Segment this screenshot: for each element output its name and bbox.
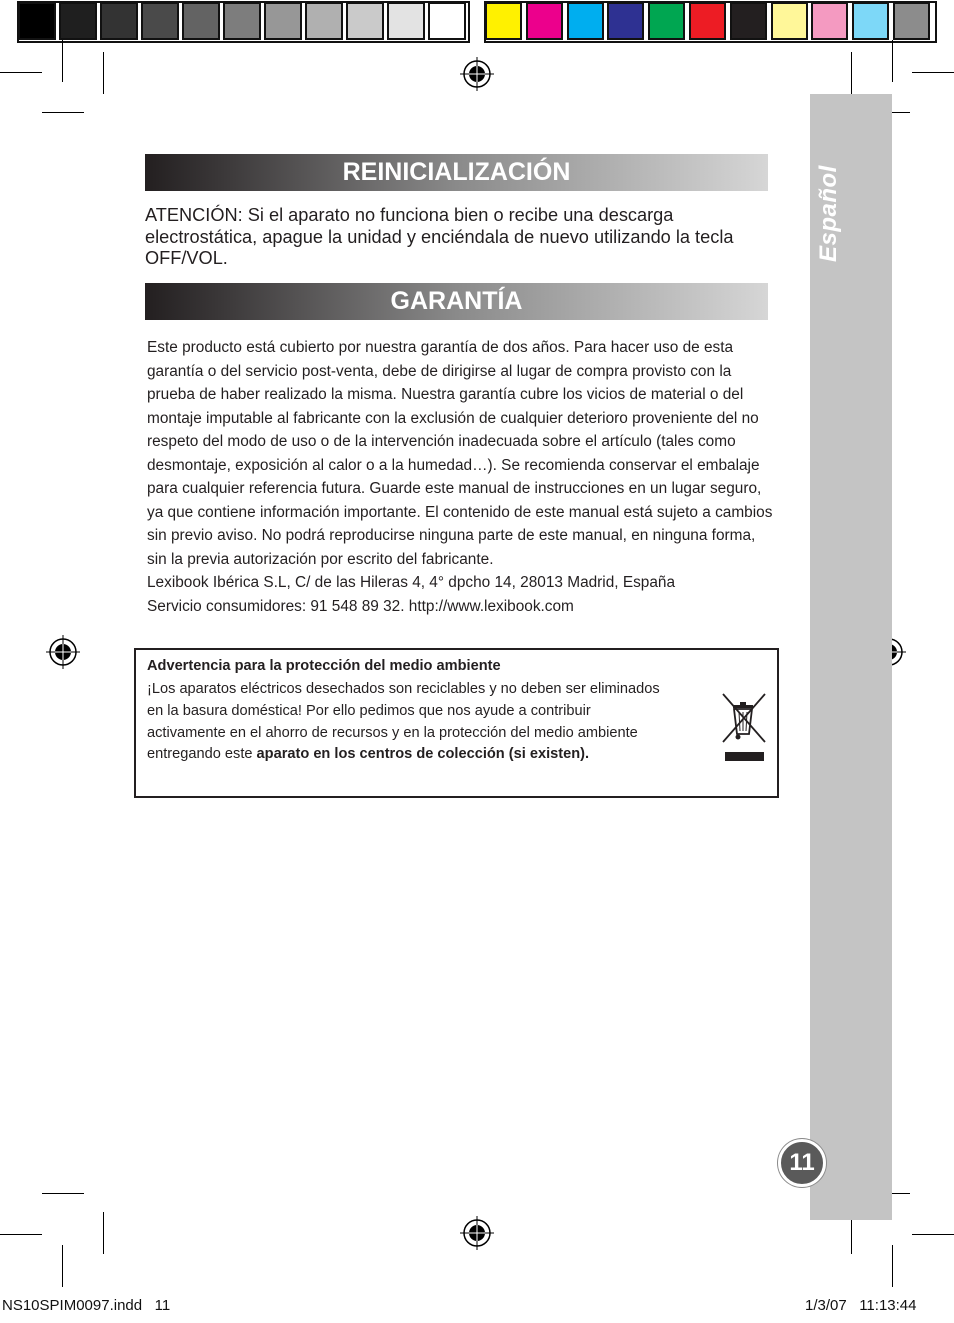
color-swatch [59, 2, 97, 40]
page-number: 11 [778, 1139, 826, 1187]
color-swatch [689, 2, 726, 40]
date-time-slug: 1/3/07 11:13:44 [805, 1297, 917, 1314]
color-swatch [567, 2, 604, 40]
registration-mark-icon [460, 1216, 494, 1250]
color-swatch [100, 2, 138, 40]
registration-mark-icon [460, 57, 494, 91]
color-swatch [730, 2, 767, 40]
color-swatch [893, 2, 930, 40]
crop-mark [103, 1212, 104, 1254]
warranty-service: Servicio consumidores: 91 548 89 32. http://www.lexibook.com [147, 597, 574, 615]
color-swatch [305, 2, 343, 40]
reset-attention-text: ATENCIÓN: Si el aparato no funciona bien o recibe una descarga electrostática, apague la unidad y enciéndala de nuevo utilizando la tecla OFF/VOL. [145, 205, 734, 268]
color-swatch [852, 2, 889, 40]
section-header-warranty: GARANTÍA [145, 283, 768, 320]
crop-mark [103, 52, 104, 94]
color-swatch [428, 2, 466, 40]
file-slug: NS10SPIM0097.indd 11 [2, 1297, 171, 1314]
crop-mark [912, 72, 954, 73]
environment-notice-text-bold: aparato en los centros de colección (si existen). [256, 746, 590, 763]
color-swatch [811, 2, 848, 40]
color-swatch [607, 2, 644, 40]
warranty-address: Lexibook Ibérica S.L, C/ de las Hileras 4, 4° dpcho 14, 28013 Madrid, España [147, 574, 676, 591]
environment-notice-text [147, 679, 672, 766]
color-swatch [485, 2, 522, 40]
environment-notice-title: Advertencia para la protección del medio ambiente [147, 658, 501, 674]
language-tab-label-wrap [810, 94, 844, 294]
crossed-out-wheelie-bin-icon [719, 692, 767, 764]
color-swatch [18, 2, 56, 40]
crop-mark [892, 40, 893, 82]
color-swatch [182, 2, 220, 40]
crop-mark [62, 40, 63, 82]
color-swatch [223, 2, 261, 40]
grayscale-swatches [18, 2, 469, 42]
warranty-body [147, 336, 777, 618]
crop-mark [42, 1193, 84, 1194]
color-swatch [346, 2, 384, 40]
color-swatch [264, 2, 302, 40]
environment-notice-text-regular: ¡Los aparatos eléctricos desechados son reciclables y no deben ser eliminados en la basura doméstica! Por ello pedimos que nos ayude a contribuir activamente en el ahorro de recursos y en la protección del medio ambiente entregando este [147, 681, 660, 763]
color-swatches [485, 2, 934, 42]
crop-mark [62, 1245, 63, 1287]
crop-mark [912, 1234, 954, 1235]
crop-mark [851, 52, 852, 94]
registration-mark-icon [46, 635, 80, 669]
crop-mark [0, 72, 42, 73]
crop-mark [892, 1245, 893, 1287]
color-swatch [648, 2, 685, 40]
crop-mark [42, 112, 84, 113]
color-swatch [771, 2, 808, 40]
color-swatch [387, 2, 425, 40]
section-header-reset: REINICIALIZACIÓN [145, 154, 768, 191]
language-tab-label: Español [815, 165, 842, 262]
color-swatch [526, 2, 563, 40]
color-swatch [141, 2, 179, 40]
warranty-text: Este producto está cubierto por nuestra garantía de dos años. Para hacer uso de esta garantía o del servicio post-venta, debe de dirigirse al lugar de compra provisto con la prueba de haber realizado la misma. Nuestra garantía cubre los vicios de material o del montaje imputable al fabricante con la exclusión de cualquier deterioro proveniente del no respeto del modo de uso o de la intervención inadecuada sobre el artículo (tales como desmontaje, exposición al calor o a la humedad…). Se recomienda conservar el embalaje para cualquier referencia futura. Guarde este manual de instrucciones en un lugar seguro, ya que contiene información importante. El contenido de este manual está sujeto a cambios sin previo aviso. No podrá reproducirse ninguna parte de este manual, en ninguna forma, sin la previa autorización por escrito del fabricante. [147, 339, 773, 568]
crop-mark [0, 1234, 42, 1235]
